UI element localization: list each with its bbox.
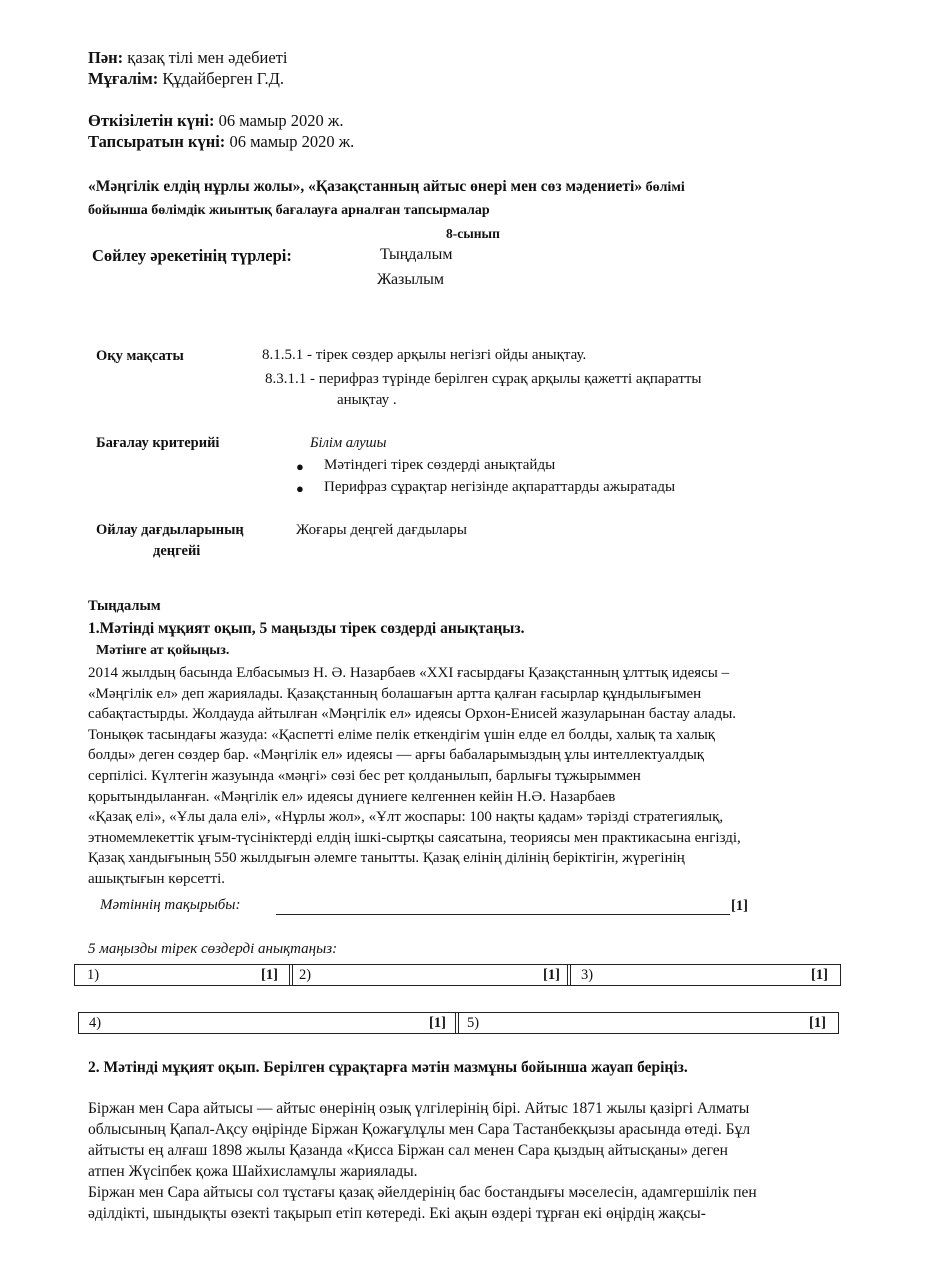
- text-line: атпен Жүсіпбек қожа Шайхисламұлы жариялады.: [88, 1163, 418, 1180]
- submit-date-value: 06 мамыр 2020 ж.: [225, 132, 355, 151]
- bullet-icon: ●: [296, 459, 304, 474]
- keyword-3-mark: [1]: [811, 967, 828, 983]
- text-line: облысының Қапал-Ақсу өңірінде Біржан Қожағұлұлы мен Сара Тастанбекқызы арасында өтеді. Бұл: [88, 1121, 751, 1138]
- subject-value: қазақ тілі мен әдебиеті: [123, 48, 288, 67]
- subject-line: [88, 48, 287, 68]
- thinking-value: Жоғары деңгей дағдылары: [296, 522, 467, 538]
- text-line: болды» деген сөздер бар. «Мәңгілік ел» идеясы — арғы бабаларымыздың ұлы интеллектуалдық: [88, 747, 705, 764]
- title-line-1: [88, 178, 685, 196]
- learning-goal-2-cont: анықтау .: [337, 392, 397, 408]
- thinking-label-2: деңгейі: [153, 543, 201, 559]
- task2-text: [88, 1098, 757, 1224]
- criteria-item-1: Мәтіндегі тірек сөздерді анықтайды: [324, 457, 556, 473]
- text-line: Тонықөк тасындағы жазуда: «Қаспетті еліме пелік еткендігім үшін елде ел болды, халық та халық: [88, 726, 716, 743]
- text-line: «Қазақ елі», «Ұлы дала елі», «Нұрлы жол», «Ұлт жоспары: 100 нақты қадам» тәрізді стратегиялық,: [88, 809, 724, 826]
- keyword-2-number: 2): [299, 967, 312, 983]
- keyword-5-answer[interactable]: [487, 1013, 802, 1033]
- keyword-4-answer[interactable]: [109, 1013, 424, 1033]
- cell-divider: [289, 965, 290, 985]
- text-line: қорытындыланған. «Мәңгілік ел» идеясы дүниеге келгеннен кейін Н.Ә. Назарбаев: [88, 788, 616, 805]
- submit-date-label: Тапсыратын күні:: [88, 132, 226, 151]
- text-line: Біржан мен Сара айтысы сол тұстағы қазақ әйелдерінің бас бостандығы мәселесін, адамгершілік пен: [88, 1184, 757, 1201]
- keywords-row-2: [78, 1012, 839, 1034]
- cell-divider: [455, 1013, 456, 1033]
- keyword-4-number: 4): [89, 1015, 102, 1031]
- conduct-date-line: [88, 111, 343, 131]
- keyword-5-mark: [1]: [809, 1015, 826, 1031]
- keyword-1-number: 1): [87, 967, 100, 983]
- learning-goals-label: Оқу мақсаты: [96, 348, 184, 364]
- topic-mark: [1]: [731, 898, 748, 914]
- keyword-2-mark: [1]: [543, 967, 560, 983]
- text-line: «Мәңгілік ел» деп жариялады. Қазақстанның болашағын артта қалған ғасырлар құндылығымен: [88, 685, 702, 702]
- text-line: этномемлекеттік ұғым-түсініктерді елдің ішкі-сыртқы саясатына, теориясы мен практикасына енгізді,: [88, 829, 741, 846]
- thinking-label-1: Ойлау дағдыларының: [96, 522, 244, 538]
- teacher-line: [88, 69, 284, 89]
- task1-heading: 1.Мәтінді мұқият оқып, 5 маңызды тірек сөздерді анықтаңыз.: [88, 620, 525, 637]
- bullet-icon: ●: [296, 481, 304, 496]
- keyword-2-answer[interactable]: [319, 965, 539, 985]
- text-line: Қазақ хандығының 550 жылдығын әлемге танытты. Қазақ елінің ділінің беріктігін, жүрегінің: [88, 850, 685, 867]
- cell-divider: [567, 965, 568, 985]
- text-line: 2014 жылдың басында Елбасымыз Н. Ә. Назарбаев «XXI ғасырдағы Қазақстанның ұлттық идеясы –: [88, 665, 730, 681]
- text-line: сабақтастырды. Жолдауда айтылған «Мәңгілік ел» идеясы Орхон-Енисей жазуларынан бастау алады.: [88, 706, 737, 723]
- speech-types-label: Сөйлеу әрекетінің түрлері:: [92, 246, 292, 265]
- section-listening: Тыңдалым: [88, 598, 161, 614]
- topic-label: Мәтіннің тақырыбы:: [100, 897, 241, 913]
- keyword-3-answer[interactable]: [601, 965, 806, 985]
- keyword-3-number: 3): [581, 967, 594, 983]
- task2-heading: 2. Мәтінді мұқият оқып. Берілген сұрақтарға мәтін мазмұны бойынша жауап беріңіз.: [88, 1059, 688, 1076]
- keywords-label: 5 маңызды тірек сөздерді анықтаңыз:: [88, 941, 338, 957]
- keyword-4-mark: [1]: [429, 1015, 446, 1031]
- teacher-value: Құдайберген Г.Д.: [158, 69, 284, 88]
- criteria-item-2: Перифраз сұрақтар негізінде ақпараттарды ажыратады: [324, 479, 676, 495]
- criteria-intro: Білім алушы: [310, 435, 387, 451]
- grade-label: 8-сынып: [446, 226, 500, 241]
- title-line-2: бойынша бөлімдік жиынтық бағалауға арналған тапсырмалар: [88, 203, 490, 218]
- subject-label: Пән:: [88, 48, 124, 67]
- keyword-5-number: 5): [467, 1015, 480, 1031]
- task1-subheading: Мәтінге ат қойыңыз.: [96, 643, 230, 658]
- title-tail: бөлімі: [642, 180, 685, 195]
- conduct-date-label: Өткізілетін күні:: [88, 111, 215, 130]
- keyword-1-mark: [1]: [261, 967, 278, 983]
- keywords-row-1: [74, 964, 841, 986]
- criteria-label: Бағалау критерийі: [96, 435, 220, 451]
- text-line: ашықтығын көрсетті.: [88, 870, 226, 887]
- submit-date-line: [88, 132, 354, 152]
- cell-divider: [458, 1013, 459, 1033]
- learning-goal-1: 8.1.5.1 - тірек сөздер арқылы негізгі ойды анықтау.: [262, 347, 587, 363]
- learning-goal-2: 8.3.1.1 - перифраз түрінде берілген сұрақ арқылы қажетті ақпаратты: [265, 371, 702, 387]
- text-line: Біржан мен Сара айтысы — айтыс өнерінің озық үлгілерінің бірі. Айтыс 1871 жылы қазіргі Алматы: [88, 1100, 750, 1117]
- text-line: айтысты ең алғаш 1898 жылы Қазанда «Қисса Біржан сал менен Сара қыздың айтысқаны» деген: [88, 1142, 728, 1159]
- topic-answer-line[interactable]: [276, 914, 730, 915]
- text-line: әділдікті, шындықты өзекті тақырып етіп көтереді. Екі ақын өздері тұрған екі өңірдің жақсы-: [88, 1205, 706, 1222]
- task1-text: [88, 663, 741, 890]
- speech-type-listening: Тыңдалым: [380, 246, 453, 263]
- teacher-label: Мұғалім:: [88, 69, 159, 88]
- cell-divider: [292, 965, 293, 985]
- title-main: «Мәңгілік елдің нұрлы жолы», «Қазақстанның айтыс өнері мен сөз мәдениеті»: [88, 178, 643, 195]
- text-line: серпілісі. Күлтегін жазуында «мәңгі» сөзі бес рет қолданылып, барлығы тұжырыммен: [88, 767, 641, 784]
- cell-divider: [570, 965, 571, 985]
- conduct-date-value: 06 мамыр 2020 ж.: [214, 111, 344, 130]
- keyword-1-answer[interactable]: [105, 965, 255, 985]
- speech-type-writing: Жазылым: [377, 271, 444, 288]
